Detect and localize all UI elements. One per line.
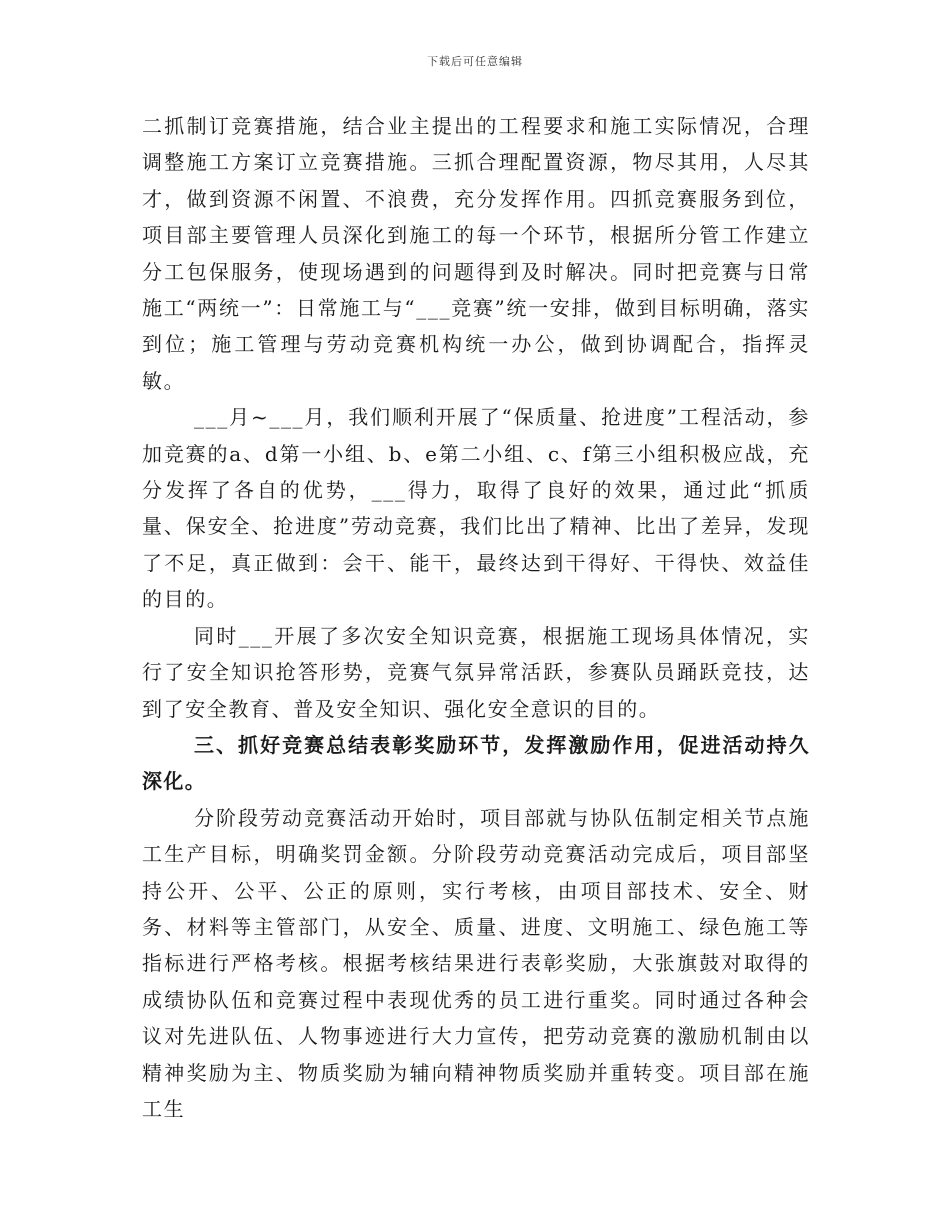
paragraph-safety-contest: 同时___开展了多次安全知识竞赛，根据施工现场具体情况，实行了安全知识抢答形势，竞赛气氛异常活跃，参赛队员踊跃竞技，达到了安全教育、普及安全知识、强化安全意识的目的。 — [142, 623, 810, 721]
paragraph-rewards: 分阶段劳动竞赛活动开始时，项目部就与协队伍制定相关节点施工生产目标，明确奖罚金额。分阶段劳动竞赛活动完成后，项目部坚持公开、公平、公正的原则，实行考核，由项目部技术、安全、财务、材料等主管部门，从安全、质量、进度、文明施工、绿色施工等指标进行严格考核。根据考核结果进行表彰奖励，大张旗鼓对取得的成绩协队伍和竞赛过程中表现优秀的员工进行重奖。同时通过各种会议对先进队伍、人物事迹进行大力宣传，把劳动竞赛的激励机制由以精神奖励为主、物质奖励为辅向精神物质奖励并重转变。项目部在施工生 — [142, 805, 810, 1121]
paragraph-measures: 二抓制订竞赛措施，结合业主提出的工程要求和施工实际情况，合理调整施工方案订立竞赛措施。三抓合理配置资源，物尽其用，人尽其才，做到资源不闲置、不浪费，充分发挥作用。四抓竞赛服务到位，项目部主要管理人员深化到施工的每一个环节，根据所分管工作建立分工包保服务，使现场遇到的问题得到及时解决。同时把竞赛与日常施工“两统一”：日常施工与“___竞赛”统一安排，做到目标明确，落实到位；施工管理与劳动竞赛机构统一办公，做到协调配合，指挥灵敏。 — [142, 114, 810, 393]
page-header: 下载后可任意编辑 — [427, 55, 523, 68]
document-body — [142, 108, 810, 1127]
section-heading-three: 三、抓好竞赛总结表彰奖励环节，发挥激励作用，促进活动持久深化。 — [142, 732, 810, 794]
paragraph-quality-campaign: ___月~___月，我们顺利开展了“保质量、抢进度”工程活动，参加竞赛的a、d第一小组、b、e第二小组、c、f第三小组积极应战，充分发挥了各自的优势，___得力，取得了良好的效果，通过此“抓质量、保安全、抢进度”劳动竞赛，我们比出了精神、比出了差异，发现了不足，真正做到：会干、能干，最终达到干得好、干得快、效益佳的目的。 — [142, 405, 810, 612]
